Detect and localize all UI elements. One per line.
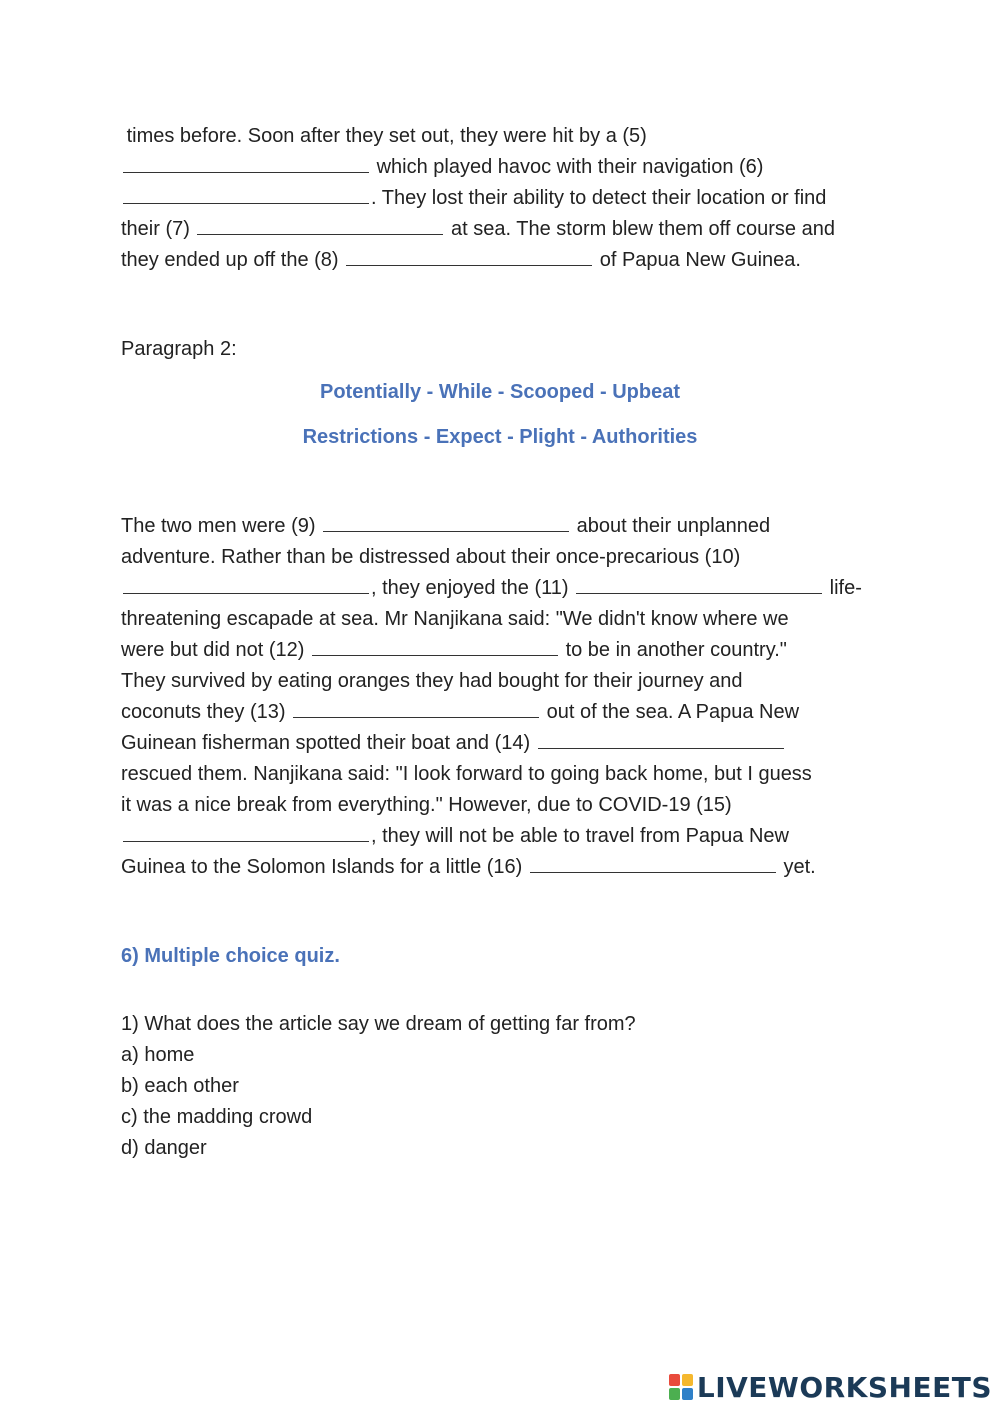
para1-line-2: which played havoc with their navigation (6): [121, 152, 911, 183]
blank-13[interactable]: [293, 699, 539, 718]
para2-line-11: , they will not be able to travel from Papua New: [121, 821, 911, 852]
word-bank-row-2: Restrictions - Expect - Plight - Authorities: [302, 426, 698, 448]
blank-8[interactable]: [346, 247, 592, 266]
para2-line-6: They survived by eating oranges they had bought for their journey and: [121, 670, 743, 692]
para2-line-8: Guinean fisherman spotted their boat and (14): [121, 728, 911, 759]
para2-line-12: Guinea to the Solomon Islands for a little (16) yet.: [121, 856, 816, 878]
blank-7[interactable]: [197, 216, 443, 235]
para2-line-1: The two men were (9) about their unplanned: [121, 515, 771, 537]
para1-line-3: . They lost their ability to detect their location or find: [121, 183, 911, 214]
para2-line-2: adventure. Rather than be distressed about their once-precarious (10): [121, 546, 741, 568]
paragraph-2-label: Paragraph 2:: [121, 338, 237, 360]
para2-line-4: threatening escapade at sea. Mr Nanjikana said: "We didn't know where we: [121, 608, 789, 630]
word-bank-row-1: Potentially - While - Scooped - Upbeat: [319, 381, 681, 403]
para1-line-1: times before. Soon after they set out, they were hit by a (5): [126, 125, 647, 147]
logo-square-4: [682, 1388, 693, 1400]
logo-square-2: [682, 1374, 693, 1386]
blank-12[interactable]: [312, 637, 558, 656]
blank-14[interactable]: [538, 730, 784, 749]
quiz-option-c[interactable]: c) the madding crowd: [121, 1106, 313, 1128]
para1-line-5: they ended up off the (8) of Papua New Guinea.: [121, 249, 801, 271]
quiz-option-d[interactable]: d) danger: [121, 1137, 207, 1159]
quiz-option-b[interactable]: b) each other: [121, 1075, 239, 1097]
blank-5[interactable]: [123, 154, 369, 173]
blank-6[interactable]: [123, 185, 369, 204]
blank-16[interactable]: [530, 854, 776, 873]
para2-line-7: coconuts they (13) out of the sea. A Papua New: [121, 701, 800, 723]
logo-square-1: [669, 1374, 680, 1386]
para2-line-5: were but did not (12) to be in another country.": [121, 639, 787, 661]
para2-line-9: rescued them. Nanjikana said: "I look forward to going back home, but I guess: [121, 763, 812, 785]
blank-10[interactable]: [123, 575, 369, 594]
para2-line-10: it was a nice break from everything." However, due to COVID-19 (15): [121, 794, 732, 816]
logo-badge-icon: [669, 1374, 693, 1400]
blank-11[interactable]: [576, 575, 822, 594]
liveworksheets-logo: [669, 1367, 992, 1407]
logo-square-3: [669, 1388, 680, 1400]
logo-text: LIVEWORKSHEETS: [696, 1370, 992, 1404]
quiz-option-a[interactable]: a) home: [121, 1044, 195, 1066]
quiz-question: 1) What does the article say we dream of getting far from?: [121, 1013, 636, 1035]
para1-line-4: their (7) at sea. The storm blew them off course and: [121, 218, 835, 240]
blank-9[interactable]: [323, 513, 569, 532]
quiz-heading: 6) Multiple choice quiz.: [121, 945, 340, 967]
para2-line-3: , they enjoyed the (11) life-: [121, 573, 911, 604]
blank-15[interactable]: [123, 823, 369, 842]
